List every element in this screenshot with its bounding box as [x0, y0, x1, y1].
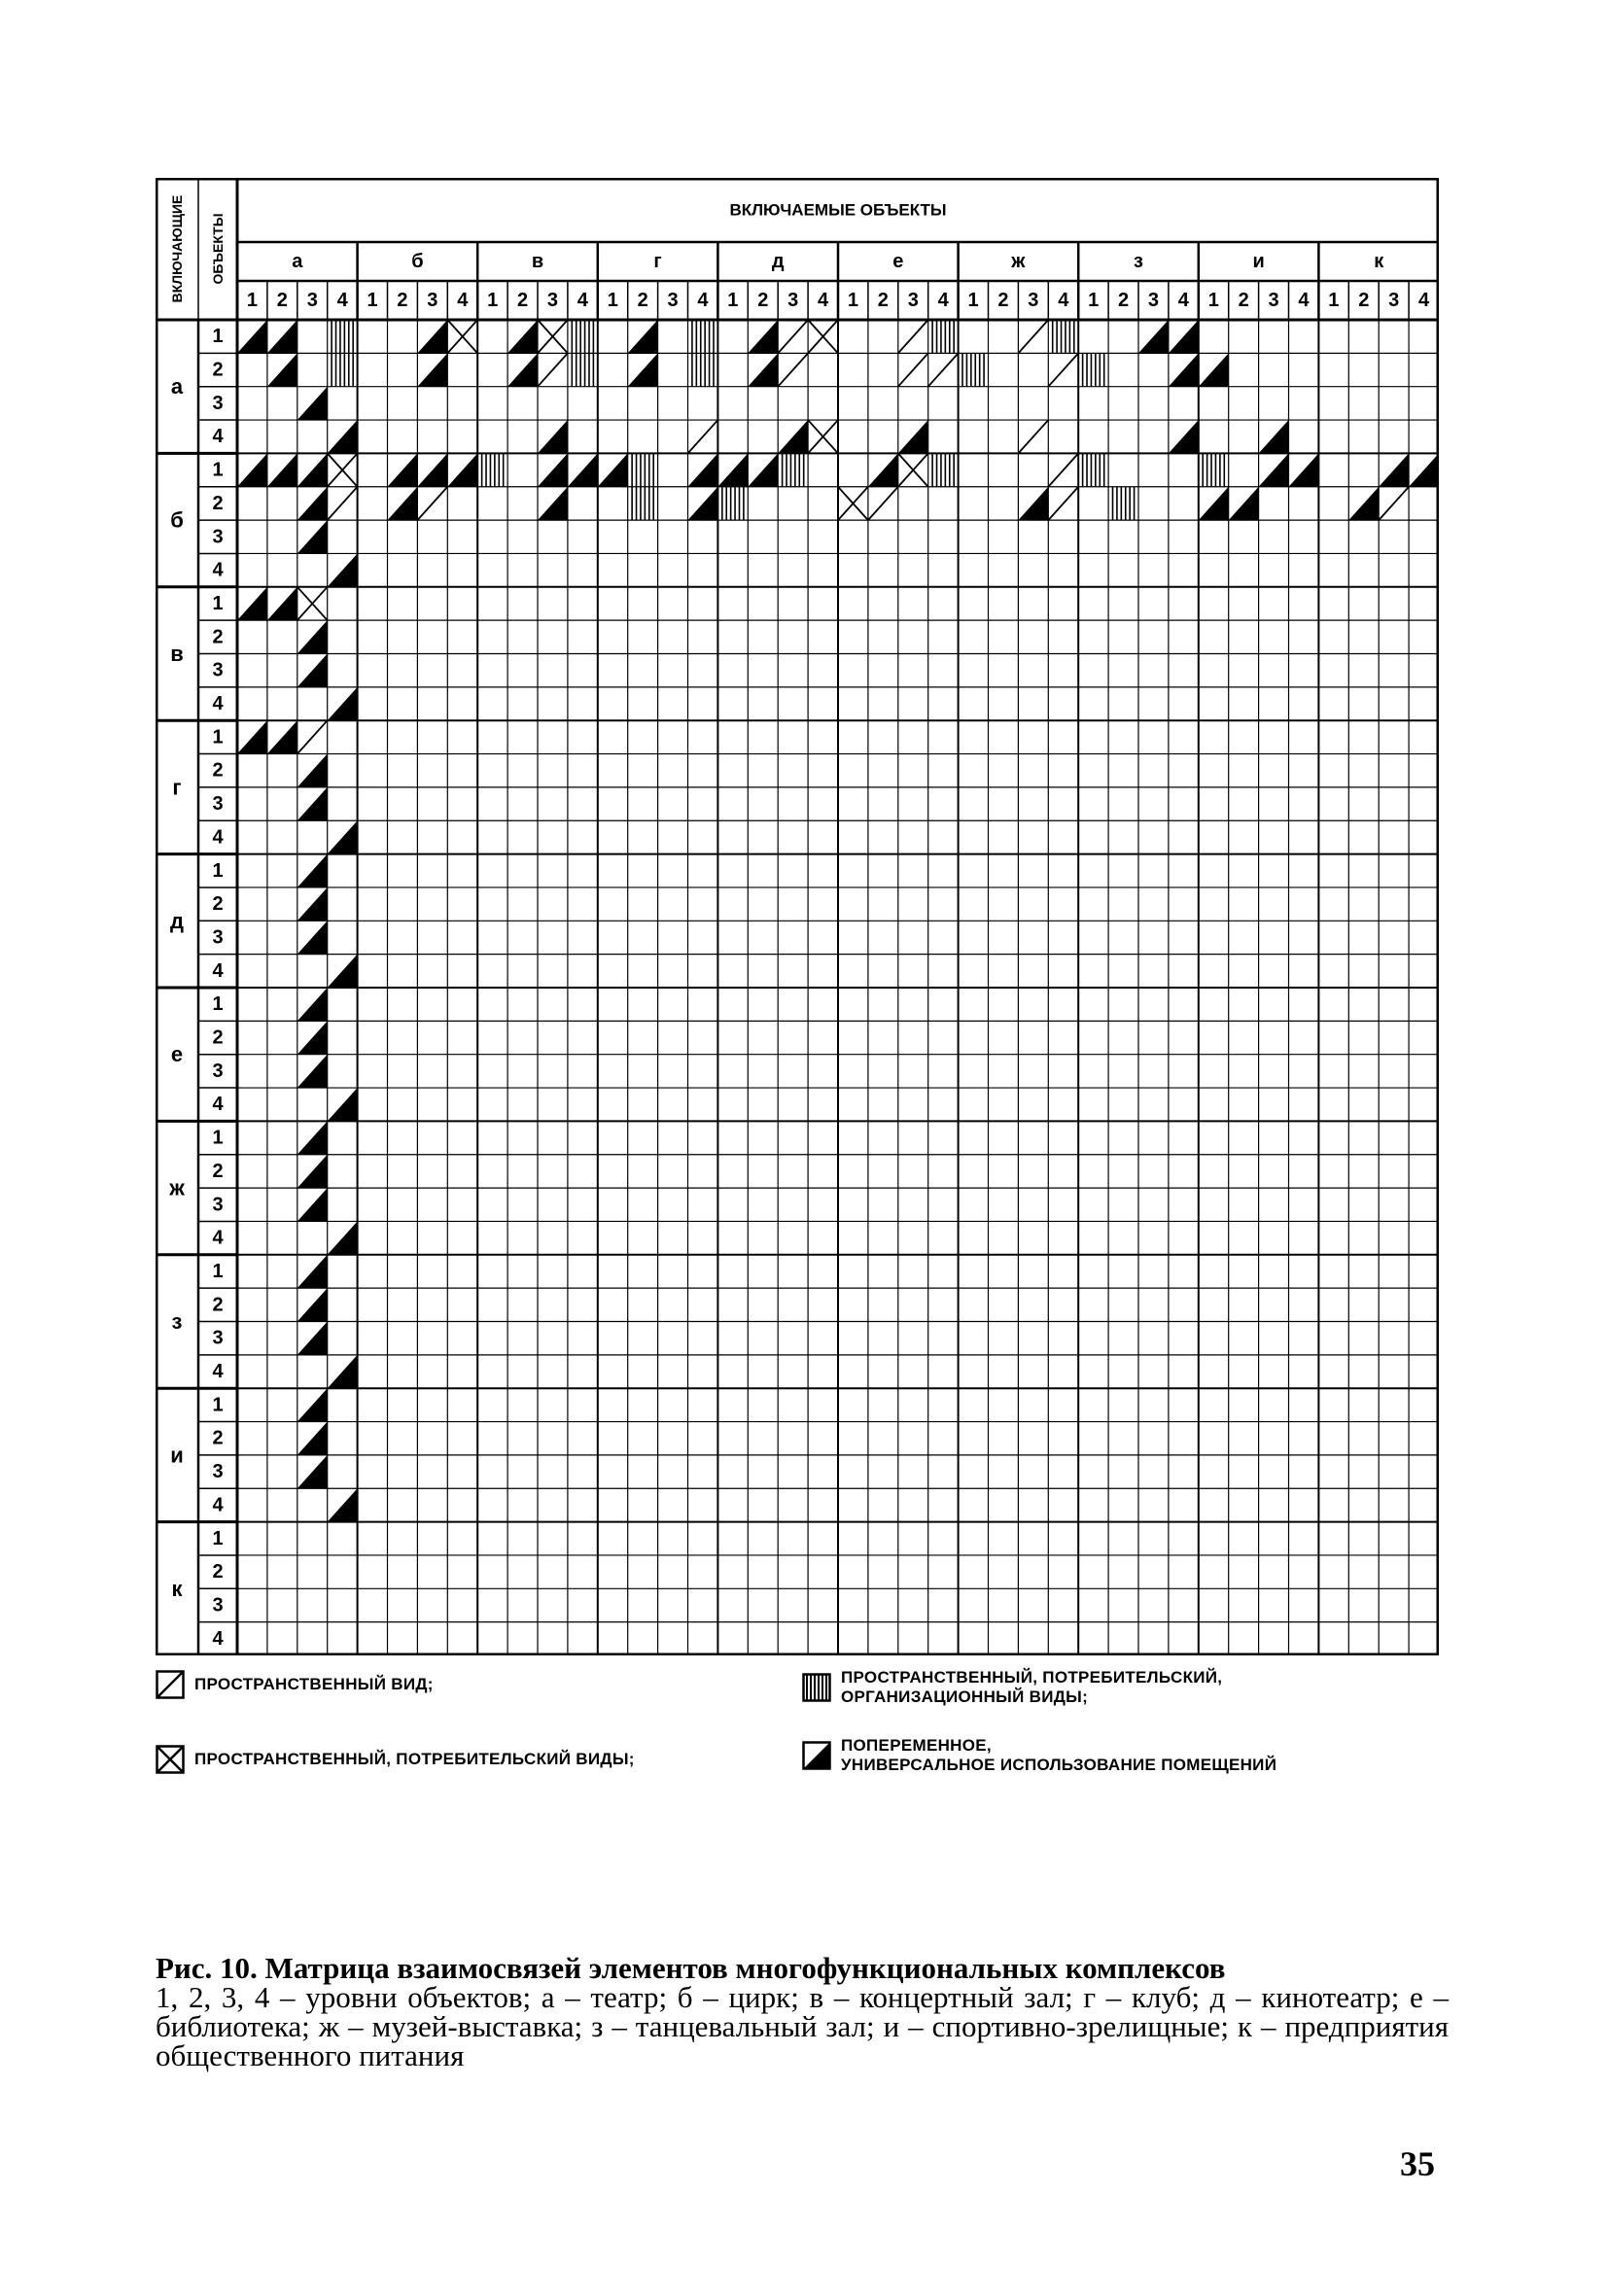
col-level-label: 4 [577, 290, 588, 311]
row-group-label-5: д [170, 908, 184, 933]
col-level-label: 2 [1358, 290, 1370, 311]
col-level-label: 2 [877, 290, 889, 311]
col-level-label: 2 [997, 290, 1009, 311]
row-group-label-9: и [170, 1443, 184, 1468]
col-level-label: 4 [937, 290, 949, 311]
col-level-label: 3 [306, 290, 318, 311]
legend-spatial-consumer-organizational [802, 1668, 1222, 1707]
row-level-label: 4 [212, 1361, 224, 1383]
col-group-label-8: з [1134, 251, 1143, 272]
col-group-label-3: в [531, 251, 544, 272]
row-group-label-2: б [170, 507, 184, 533]
row-level-label: 1 [212, 1260, 224, 1282]
col-level-label: 3 [427, 290, 438, 311]
row-level-label: 3 [212, 392, 224, 414]
row-level-label: 4 [212, 1494, 224, 1516]
col-level-label: 3 [667, 290, 679, 311]
row-level-label: 1 [212, 592, 224, 614]
row-level-label: 4 [212, 826, 224, 849]
figure-caption [156, 1951, 1449, 2072]
row-group-label-4: г [172, 775, 182, 800]
row-group-label-6: е [170, 1042, 184, 1067]
row-group-label-10: к [171, 1576, 183, 1601]
col-group-label-1: а [292, 251, 303, 272]
col-level-label: 4 [1177, 290, 1189, 311]
col-group-label-5: д [771, 251, 785, 272]
legend-hatched-label-2: ОРГАНИЗАЦИОННЫЙ ВИДЫ; [841, 1687, 1089, 1706]
col-level-label: 4 [336, 290, 348, 311]
relationship-matrix [156, 178, 1439, 1655]
legend-alternating-label-2: УНИВЕРСАЛЬНОЕ ИСПОЛЬЗОВАНИЕ ПОМЕЩЕНИЙ [841, 1756, 1277, 1774]
row-level-label: 3 [212, 1060, 224, 1082]
col-level-label: 1 [727, 290, 739, 311]
row-level-label: 2 [212, 492, 224, 514]
col-level-label: 3 [1147, 290, 1160, 311]
row-level-label: 1 [212, 459, 224, 481]
col-group-label-4: г [653, 251, 662, 272]
col-level-label: 3 [1268, 290, 1279, 311]
row-level-label: 2 [212, 1561, 224, 1583]
col-level-label: 1 [1328, 290, 1340, 311]
row-level-label: 4 [212, 959, 224, 982]
col-level-label: 3 [787, 290, 799, 311]
row-level-label: 1 [212, 1527, 224, 1549]
matrix-header-title: ВКЛЮЧАЕМЫЕ ОБЪЕКТЫ [729, 200, 947, 220]
col-level-label: 2 [1117, 290, 1130, 311]
col-group-label-6: е [892, 251, 904, 272]
col-level-label: 2 [276, 290, 288, 311]
caption-title: Рис. 10. Матрица взаимосвязей элементов многофункциональных комплексов [156, 1951, 1226, 1985]
row-level-label: 4 [212, 559, 224, 581]
col-level-label: 1 [607, 290, 618, 311]
legend-spatial-consumer-icon [156, 1745, 185, 1774]
col-level-label: 1 [1207, 290, 1219, 311]
col-level-label: 4 [697, 290, 709, 311]
col-level-label: 3 [546, 290, 559, 311]
row-level-label: 4 [212, 426, 224, 448]
row-group-label-3: в [170, 642, 184, 666]
row-level-label: 3 [212, 1594, 224, 1617]
row-level-label: 1 [212, 726, 224, 748]
row-level-label: 2 [212, 626, 224, 648]
col-level-label: 2 [1238, 290, 1249, 311]
col-level-label: 2 [397, 290, 408, 311]
row-level-label: 2 [212, 1160, 224, 1182]
col-level-label: 1 [1088, 290, 1100, 311]
row-level-label: 4 [212, 1094, 224, 1116]
col-level-label: 1 [487, 290, 499, 311]
row-level-label: 1 [212, 1127, 224, 1149]
row-level-label: 2 [212, 1026, 224, 1049]
row-group-label-8: з [171, 1309, 183, 1334]
col-level-label: 4 [1417, 290, 1430, 311]
col-level-label: 4 [1298, 290, 1310, 311]
row-level-label: 3 [212, 793, 224, 816]
row-level-label: 1 [212, 993, 224, 1016]
col-level-label: 1 [847, 290, 859, 311]
col-group-label-9: и [1252, 251, 1265, 272]
row-level-label: 3 [212, 1194, 224, 1216]
legend-spatial-consumer-label: ПРОСТРАНСТВЕННЫЙ, ПОТРЕБИТЕЛЬСКИЙ ВИДЫ; [194, 1750, 635, 1768]
matrix-grid [156, 178, 1439, 1655]
row-level-label: 1 [212, 326, 224, 348]
row-level-label: 3 [212, 526, 224, 548]
row-level-label: 2 [212, 893, 224, 916]
legend-hatched-label-1: ПРОСТРАНСТВЕННЫЙ, ПОТРЕБИТЕЛЬСКИЙ, [841, 1668, 1223, 1687]
caption-body: 1, 2, 3, 4 – уровни объектов; а – театр; б – цирк; в – концертный зал; г – клуб; д – кинотеатр; е – библиотека; ж – музей-выставка; з – танцевальный зал; и – спортивно-зрелищные; к – предприятия общественного питания [156, 1980, 1449, 2072]
row-level-label: 1 [212, 1394, 224, 1416]
matrix-frame [157, 179, 1438, 1654]
row-level-label: 4 [212, 1627, 224, 1650]
col-group-label-10: к [1374, 251, 1384, 272]
col-group-label-7: ж [1011, 251, 1026, 272]
row-level-label: 3 [212, 659, 224, 681]
col-level-label: 3 [1028, 290, 1039, 311]
row-group-label-7: ж [169, 1175, 185, 1200]
legend-alternating-label-1: ПОПЕРЕМЕННОЕ, [841, 1736, 992, 1755]
row-level-label: 2 [212, 759, 224, 782]
page-number: 35 [1400, 2144, 1435, 2183]
col-level-label: 2 [516, 290, 529, 311]
col-level-label: 1 [967, 290, 979, 311]
col-level-label: 3 [907, 290, 919, 311]
legend [156, 1670, 1439, 1796]
legend-spatial-consumer [156, 1745, 635, 1774]
row-level-label: 4 [212, 1227, 224, 1249]
col-level-label: 2 [757, 290, 769, 311]
col-level-label: 2 [637, 290, 648, 311]
legend-alternating [802, 1736, 1276, 1775]
row-group-label-1: а [170, 374, 184, 400]
row-level-label: 3 [212, 1461, 224, 1483]
col-group-label-2: б [411, 251, 424, 272]
col-level-label: 1 [246, 290, 259, 311]
col-level-label: 1 [367, 290, 378, 311]
col-level-label: 4 [1058, 290, 1069, 311]
row-level-label: 3 [212, 1327, 224, 1349]
row-level-label: 2 [212, 1427, 224, 1449]
row-level-label: 1 [212, 859, 224, 882]
row-level-label: 3 [212, 926, 224, 949]
legend-hatched-icon [802, 1673, 831, 1702]
corner-label-including: ВКЛЮЧАЮЩИЕ [169, 194, 185, 303]
corner-label-objects: ОБЪЕКТЫ [210, 213, 226, 285]
col-level-label: 3 [1388, 290, 1400, 311]
legend-spatial [156, 1670, 434, 1699]
col-level-label: 4 [817, 290, 829, 311]
legend-spatial-icon [156, 1670, 185, 1699]
row-level-label: 2 [212, 1294, 224, 1316]
legend-spatial-label: ПРОСТРАНСТВЕННЫЙ ВИД; [194, 1675, 434, 1693]
row-level-label: 2 [212, 359, 224, 381]
row-level-label: 4 [212, 693, 224, 715]
col-level-label: 4 [457, 290, 469, 311]
legend-alternating-icon [802, 1741, 831, 1770]
